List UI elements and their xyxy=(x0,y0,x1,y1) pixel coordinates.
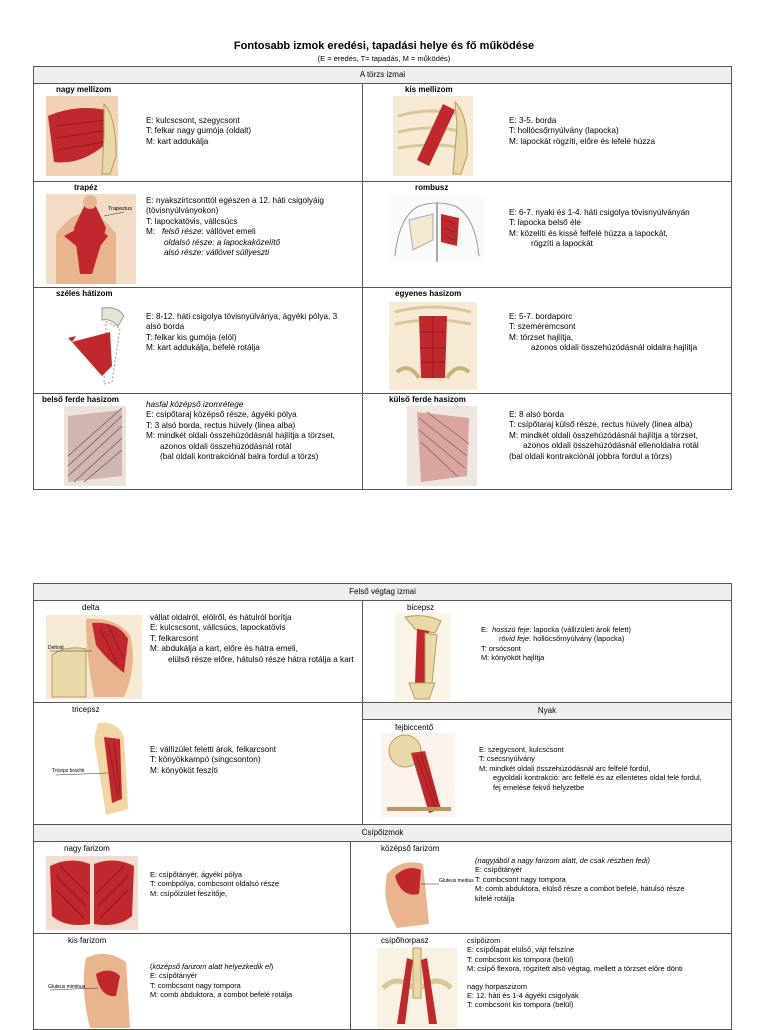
cell-rombusz xyxy=(363,182,732,288)
page-subtitle: (E = eredés, T= tapadás, M = működés) xyxy=(317,54,451,63)
gluteus-minimus-label: Gluteus minimus xyxy=(48,984,86,990)
cell-nagy-farizom xyxy=(34,842,351,934)
function-text: M: kart addukálja, befelé rotálja xyxy=(146,343,260,353)
cell-delta xyxy=(34,601,363,703)
function-text: M: könyököt hajlítja xyxy=(481,653,545,663)
muscle-name: külső ferde hasizom xyxy=(389,395,466,404)
pectoralis-major-illustration xyxy=(46,96,118,176)
function-text: M: csípő flexora, rögzített alsó végtag, mellett a törzset előre dönti xyxy=(467,964,683,974)
insertion-text: T: lapocka belső éle xyxy=(509,218,581,228)
description-text: (nagyjából a nagy farizom alatt, de csak részben fedi) xyxy=(475,856,651,865)
external-oblique-illustration xyxy=(407,406,477,486)
muscle-name: széles hátizom xyxy=(56,289,113,298)
description-text: vállat oldalról, elölről, és hátulról borítja xyxy=(150,613,292,622)
origin-text-2: (tövisnyúlványokon) xyxy=(146,206,219,216)
muscle-name: kis farizom xyxy=(68,936,107,945)
latissimus-dorsi-illustration xyxy=(62,302,142,390)
deltoid-illustration xyxy=(46,615,142,699)
function-text-2: oldalsó része: a lapockaközelítő xyxy=(164,237,281,247)
muscle-name: csípőhorpasz xyxy=(381,936,429,945)
insertion-text: T: combpólya, combcsont oldalsó része xyxy=(150,879,279,889)
internal-oblique-illustration xyxy=(64,406,126,486)
cell-egyenes-hasizom xyxy=(363,288,732,394)
origin-text: E: kulcscsont, szegycsont xyxy=(146,116,240,125)
function-text: M: felső része: vállövet emeli xyxy=(146,227,256,237)
section-heading-torzs: A törzs izmai xyxy=(34,67,732,84)
muscle-name: kis mellizom xyxy=(405,85,453,94)
function-text: M: abdukálja a kart, előre és hátra emeli, xyxy=(150,644,298,654)
function-text-2: azonos oldali összehúzódásnál rotál xyxy=(160,441,292,451)
gluteus-maximus-illustration xyxy=(46,856,138,930)
cell-szeles-hatizom xyxy=(34,288,363,394)
function-text: M: kart addukálja xyxy=(146,136,209,146)
rhomboid-illustration xyxy=(389,196,485,262)
origin-text: E: 8-12. háti csigolya tövisnyúlványa, ágyéki pólya, 3 xyxy=(146,312,338,321)
page-title: Fontosabb izmok eredési, tapadási helye és fő működése xyxy=(233,40,535,52)
cell-kulso-ferde-hasizom xyxy=(363,394,732,490)
cell-belso-ferde-hasizom xyxy=(34,394,363,490)
triceps-illustration xyxy=(48,719,148,819)
insertion-text: T: felkarcsont xyxy=(150,633,199,643)
function-text-2: rögzíti a lapockát xyxy=(531,239,593,249)
section-heading-nyak: Nyak xyxy=(363,703,731,720)
sub-muscle-name-iliacus: csípőizom xyxy=(467,936,501,945)
origin-text: E: kulcscsont, vállcsúcs, lapockatövis xyxy=(150,623,286,633)
function-text: M: comb abduktora, a combot befelé rotálja xyxy=(150,990,293,1000)
insertion-text: T: orsócsont xyxy=(481,643,521,653)
function-text: M: törzset hajlítja, xyxy=(509,332,574,342)
function-text: M: közelíti és kissé felfelé húzza a lapockát, xyxy=(509,228,668,238)
origin-text: E: csípőtányér, ágyéki pólya xyxy=(150,870,243,879)
insertion-text: T: combcsont nagy tompora xyxy=(150,980,241,990)
insertion-text: T: könyökkampó (singcsonton) xyxy=(150,755,261,765)
triceps-label: Triceps brachii xyxy=(52,768,85,774)
gluteus-medius-label: Gluteus medius xyxy=(439,878,474,884)
cell-nagy-mellizom xyxy=(34,84,363,182)
function-text-2: azonos oldali összehúzódásnál ellenoldalra rotál xyxy=(523,441,699,451)
origin-text: E: 8 alsó borda xyxy=(509,410,565,419)
description-text: hasfal középső izomrétege xyxy=(146,400,244,409)
origin-text: E: csípőtányér xyxy=(475,865,523,875)
insertion-text: T: felkar nagy gumója (oldalt) xyxy=(146,126,252,136)
function-text-3: fej emelése fekvő helyzetbe xyxy=(493,782,585,792)
origin-text: E: szegycsont, kulcscsont xyxy=(479,745,564,754)
function-text-2: elülső része előre, hátulsó része hátra rotálja a kart xyxy=(168,654,354,664)
muscle-name: belső ferde hasizom xyxy=(42,395,119,404)
trapezius-illustration xyxy=(46,194,136,284)
sternocleidomastoid-illustration xyxy=(381,733,455,817)
insertion-text-2: T: combcsont kis tompora (belül) xyxy=(467,1000,574,1010)
pectoralis-minor-illustration xyxy=(393,96,473,176)
function-text-2: kifelé rotálja xyxy=(475,893,515,903)
muscle-name: tricepsz xyxy=(72,705,100,714)
muscle-name: középső farizom xyxy=(381,844,440,853)
muscle-name: bicepsz xyxy=(407,603,435,612)
insertion-text: T: lapockatövis, vállcsúcs xyxy=(146,216,238,226)
origin-text-2: E: 12. háti és 1-4 ágyéki csigolyák xyxy=(467,991,579,1001)
origin-text: E: 5-7. bordaporc xyxy=(509,312,573,321)
function-text-3: (bal oldali kontrakciónál jobbra fordul a törzs) xyxy=(509,451,672,461)
function-text: M: könyököt feszíti xyxy=(150,765,218,775)
function-text: M: mindkét oldali összehúzódásnál hajlítja a törzset, xyxy=(509,430,698,440)
origin-text: E: csípőtányér xyxy=(150,971,198,981)
insertion-text: T: szeméremcsont xyxy=(509,322,576,332)
iliopsoas-illustration xyxy=(377,948,457,1028)
cell-kis-farizom xyxy=(34,934,351,1030)
gluteus-medius-illustration xyxy=(377,854,474,930)
function-text: M: lapockát rögzíti, előre és lefelé húzza xyxy=(509,136,656,146)
gluteus-minimus-illustration xyxy=(46,948,142,1028)
muscle-name: egyenes hasizom xyxy=(395,289,462,298)
origin-text: E: nyakszirtcsonttól egészen a 12. háti csigolyáig xyxy=(146,196,324,205)
rectus-abdominis-illustration xyxy=(389,302,477,390)
deltoid-label: Deltoid xyxy=(48,645,64,651)
insertion-text: T: 3 alsó borda, rectus hüvely (linea alba) xyxy=(146,420,296,430)
muscle-name: delta xyxy=(82,603,100,612)
felso-vegtag-table xyxy=(33,583,732,1030)
insertion-text: T: combcsont nagy tompora xyxy=(475,874,566,884)
origin-text-2: rövid feje: hollócsőrnyúlvány (lapocka) xyxy=(499,634,625,644)
function-text-3: alsó része: vállövet süllyeszti xyxy=(164,248,270,258)
cell-bicepsz xyxy=(363,601,732,703)
insertion-text: T: combcsont kis tompora (belül) xyxy=(467,954,574,964)
muscle-name: rombusz xyxy=(415,183,449,192)
cell-kozepso-farizom xyxy=(351,842,732,934)
function-text-3: (bal oldali kontrakciónál balra fordul a törzs) xyxy=(160,452,319,462)
muscle-name: trapéz xyxy=(74,183,98,192)
cell-fejbiccento xyxy=(363,703,732,825)
function-text-2: egyoldali kontrakció: arc felfelé és az ellentétes oldal felé fordul, xyxy=(493,773,702,783)
section-heading-csipo: Csípőizmok xyxy=(34,825,732,842)
section-heading-felso-vegtag: Felső végtag izmai xyxy=(34,584,732,601)
torzs-table xyxy=(33,66,732,490)
origin-text: E: 3-5. borda xyxy=(509,116,557,125)
cell-csipohorpasz xyxy=(351,934,732,1030)
muscle-name: fejbiccentő xyxy=(395,723,434,732)
origin-text: E: 6-7. nyaki és 1-4. háti csigolya tövisnyúlványán xyxy=(509,208,690,217)
function-text: M: comb abduktora, elülső része a combot befelé, hátulsó része xyxy=(475,884,685,894)
insertion-text: T: hollócsőrnyúlvány (lapocka) xyxy=(509,126,619,136)
function-text: M: mindkét oldali összehúzódásnál hajlítja a törzset, xyxy=(146,431,335,441)
muscle-name: nagy mellizom xyxy=(56,85,112,94)
origin-text: E: hosszú feje: lapocka (vállízületi árok felett) xyxy=(481,625,631,634)
cell-tricepsz xyxy=(34,703,363,825)
cell-kis-mellizom xyxy=(363,84,732,182)
origin-text-2: alsó borda xyxy=(146,322,185,332)
muscle-name: nagy farizom xyxy=(64,844,110,853)
insertion-text: T: csípőtaraj külső része, rectus hüvely (linea alba) xyxy=(509,420,693,430)
origin-text: E: csípőtaraj középső része, ágyéki pólya xyxy=(146,410,297,420)
function-text-2: azonos oldali összehúzódásnál oldalra hajlítja xyxy=(531,343,698,353)
biceps-illustration xyxy=(395,613,451,701)
insertion-text: T: csecsnyúlvány xyxy=(479,754,535,764)
cell-trapez xyxy=(34,182,363,288)
function-text: M: csípőízület feszítője, xyxy=(150,888,228,898)
description-text: (középső farizom alatt helyezkedik el) xyxy=(150,962,274,971)
trapezius-label: Trapezius xyxy=(108,206,132,212)
function-text: M: mindkét oldali összehúzódásnál arc felfelé fordul, xyxy=(479,763,651,773)
origin-text: E: vállízület feletti árok, felkarcsont xyxy=(150,745,277,754)
insertion-text: T: felkar kis gumója (elöl) xyxy=(146,332,237,342)
sub-muscle-name-psoas: nagy horpaszizom xyxy=(467,981,527,991)
origin-text: E: csípőlapát elülső, vájt felszíne xyxy=(467,945,575,955)
